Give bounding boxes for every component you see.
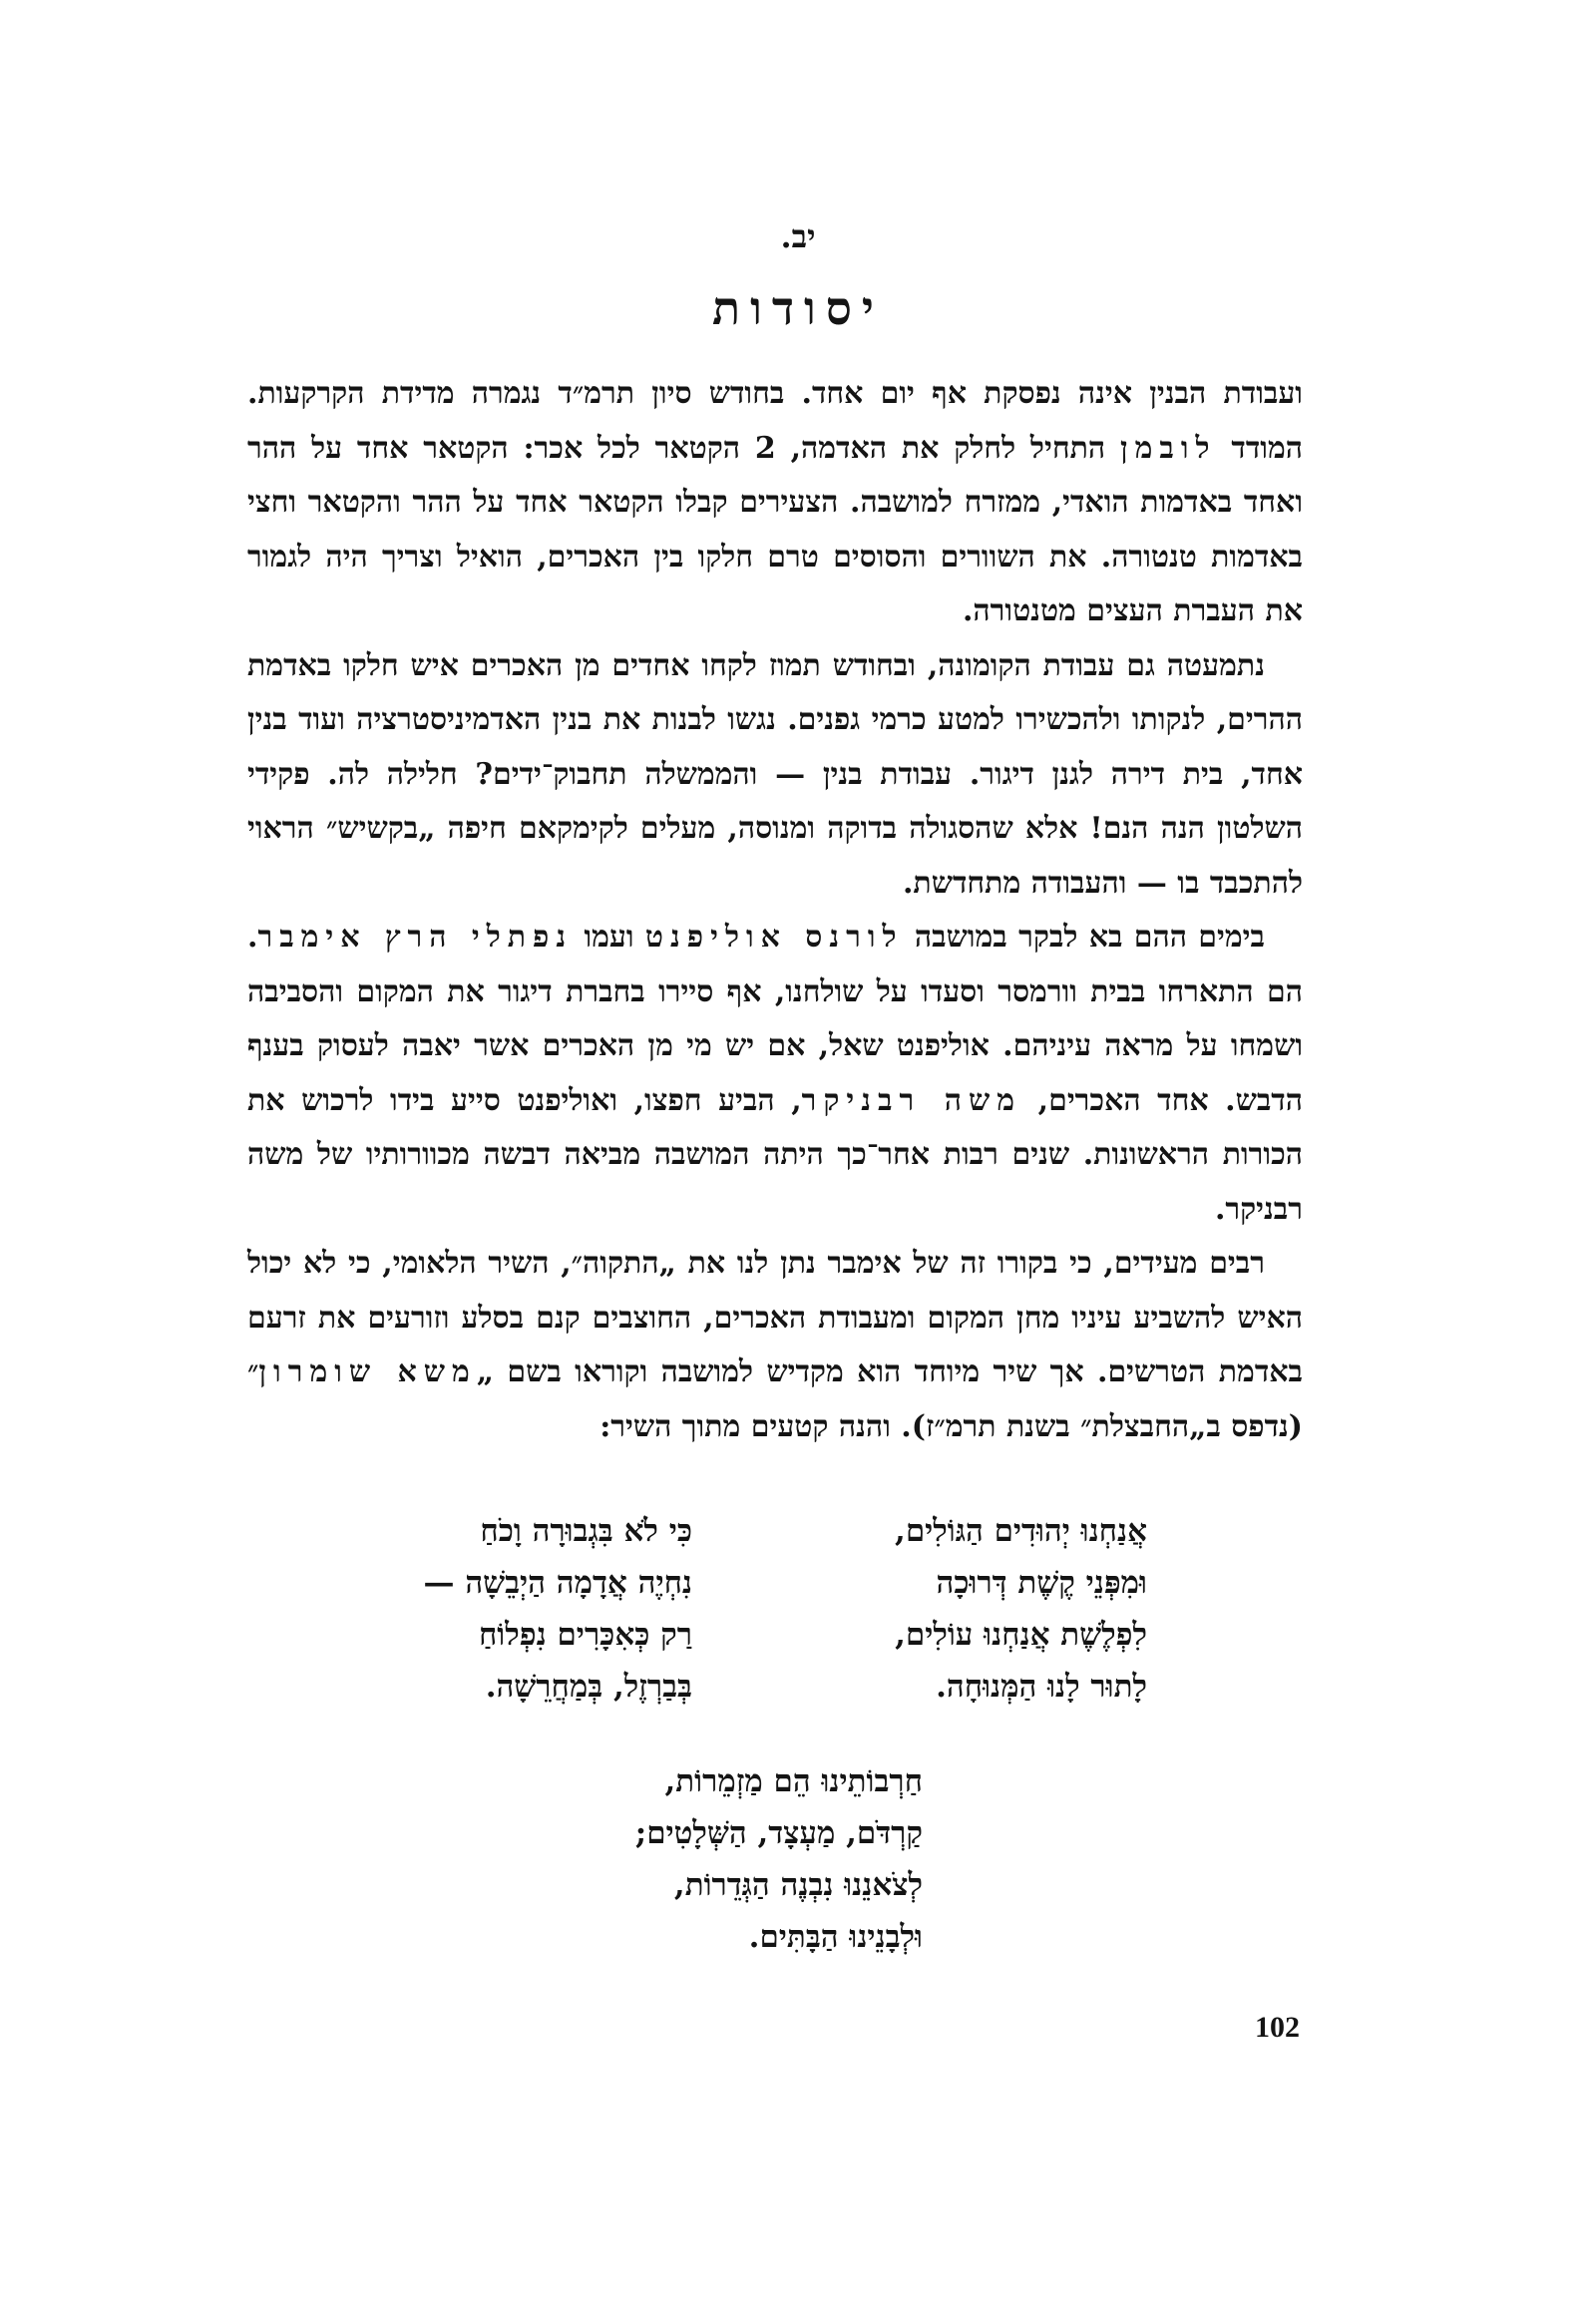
paragraph-1	[247, 367, 1303, 639]
poem-line: קַרְדֹּם, מַעְצָד, הַשְּׁלָטִים;	[634, 1815, 923, 1851]
paragraph-2	[247, 639, 1303, 912]
poem-line: רַק כְּאִכָּרִים נִפְלוֹחַ	[478, 1617, 692, 1653]
paragraph-text: ועמו	[573, 920, 645, 955]
paragraph-text: , הביע חפצו, ואוליפנט סייע בידו לרכוש את הכורות הראשונות. שנים רבות אחר־כך היתה המושבה מביאה דבשה מכוורותיו של משה רבניקר.	[247, 1082, 1303, 1227]
poem-line: לְצֹאנֵנוּ נִבְנֶה הַגְּדֵרוֹת,	[673, 1867, 923, 1903]
poem-name: משא שומרון	[258, 1354, 477, 1389]
paragraph-text: נתמעטה גם עבודת הקומונה, ובחודש תמוז לקחו אחדים מן האכרים איש חלקו באדמת ההרים, לנקותו ולהכשירו למטע כרמי גפנים. נגשו לבנות את בנין האדמיניסטרציה ועוד בנין אחד, בית דירה לגנן דיגור. עבודת בנין — והממשלה תחבוק־ידים? חלילה לה. פקידי השלטון הנה הנם! אלא שהסגולה בדוקה ומנוסה, מעלים לקימקאם חיפה „בקשיש״ הראוי להתכבד בו — והעבודה מתחדשת.	[247, 647, 1303, 901]
poem-line: כִּי לֹא בִּגְבוּרָה וָכֹחַ	[480, 1513, 692, 1549]
paragraph-text: ״ (נדפס ב„החבצלת״ בשנת תרמ״ז). והנה קטעים מתוך השיר:	[247, 1354, 1303, 1444]
person-name: משה רבניקר	[801, 1082, 1022, 1118]
poem-line: נִחְיֶה אֲדָמָה הַיְבֵשָׁה —	[423, 1565, 692, 1601]
paragraph-text: רבים מעידים, כי בקורו זה של אימבר נתן לנו את „התקוה״, השיר הלאומי, כי לא יכול האיש להשביע עיניו מחן המקום ומעבודת האכרים, החוצבים קנם בסלע וזורעים את זרעם באדמת הטרשים. אך שיר מיוחד הוא מקדיש למושבה וקוראו בשם „	[247, 1246, 1303, 1389]
poem-line: אֲנַחְנוּ יְהוּדִים הַגּוֹלִים,	[895, 1513, 1147, 1549]
paragraph-3	[247, 911, 1303, 1237]
poem-line: לָתוּר לָנוּ הַמְּנוּחָה.	[936, 1669, 1147, 1705]
poem-stanza-3	[635, 1755, 923, 1963]
chapter-number: יב.	[780, 217, 816, 255]
person-name: לורנס אוליפנט	[644, 920, 904, 955]
paragraph-text: בימים ההם בא לבקר במושבה	[903, 920, 1265, 955]
page-number: 102	[1255, 2011, 1300, 2044]
poem-line: וּלְבָנֵינוּ הַבָּתִּים.	[748, 1919, 923, 1955]
paragraph-4	[247, 1237, 1303, 1454]
paragraph-text: . הם התארחו בבית וורמסר וסעדו על שולחנו, אף סיירו בחברת דיגור את המקום והסביבה ושמחו על מראה עיניהם. אוליפנט שאל, אם יש מי מן האכרים אשר יאבה לעסוק בענף הדבש. אחד האכרים,	[247, 920, 1303, 1118]
poem-stanza-1	[895, 1505, 1147, 1713]
person-name: נפתלי הרץ אימבר	[257, 920, 574, 955]
paragraph-text: התחיל לחלק את האדמה, 2 הקטאר לכל אכר: הקטאר אחד על ההר ואחד באדמות הואדי, ממזרח למושבה. הצעירים קבלו הקטאר אחד על ההר והקטאר וחצי באדמות טנטורה. את השוורים והסוסים טרם חלקו בין האכרים, הואיל וצריך היה לגמור את העברת העצים מטנטורה.	[247, 430, 1303, 628]
poem-stanza-2	[424, 1505, 692, 1713]
poem-line: לִפְלֶשֶׁת אֲנַחְנוּ עוֹלִים,	[895, 1617, 1147, 1653]
chapter-title: יסודות	[712, 281, 884, 335]
poem-line: חַרְבוֹתֵינוּ הֵם מַזְמֵרוֹת,	[664, 1763, 923, 1799]
person-name: לובמן	[1119, 430, 1217, 466]
poem-line: בְּבַרְזֶל, בְּמַחֲרֵשָׁה.	[485, 1669, 692, 1705]
poem-line: וּמִפְּנֵי קֶשֶׁת דְּרוּכָה	[936, 1565, 1147, 1601]
paragraph-text: ועבודת הבנין אינה נפסקת אף יום אחד. בחודש סיון תרמ״ד נגמרה מדידת הקרקעות. המודד	[247, 376, 1303, 466]
body-text	[247, 367, 1303, 1454]
